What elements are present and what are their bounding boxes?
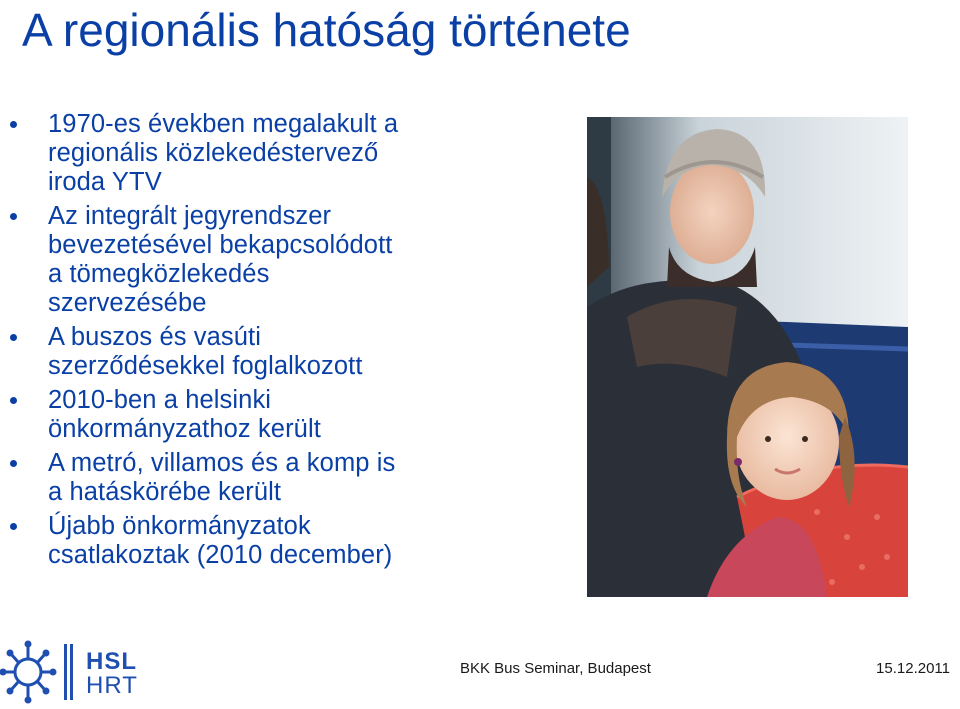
bullet-item (8, 110, 568, 197)
bullet-text: Az integrált jegyrendszer bevezetésével bekapcsolódott a tömegközlekedés szervezésébe (48, 202, 393, 317)
bullet-text: Újabb önkormányzatok csatlakoztak (2010 december) (48, 512, 393, 569)
bullet-item (8, 386, 568, 444)
bullet-item (8, 512, 568, 570)
bullet-dot-icon (10, 397, 17, 404)
photo-illustration (587, 117, 908, 597)
hsl-hrt-logo (0, 636, 160, 704)
bullet-text: A buszos és vasúti szerződésekkel foglalkozott (48, 323, 363, 380)
bullet-dot-icon (10, 121, 17, 128)
bus-passengers-photo (587, 117, 908, 597)
bullet-dot-icon (10, 213, 17, 220)
bullet-text: A metró, villamos és a komp is a hatáskörébe került (48, 449, 396, 506)
footer-date: 15.12.2011 (876, 660, 950, 677)
bullet-dot-icon (10, 334, 17, 341)
bullet-list (8, 110, 568, 575)
bullet-item (8, 449, 568, 507)
bullet-dot-icon (10, 523, 17, 530)
bullet-text: 1970-es években megalakult a regionális közlekedéstervező iroda YTV (48, 110, 399, 196)
bullet-item (8, 202, 568, 318)
sun-network-icon (0, 636, 80, 704)
slide-title: A regionális hatóság története (22, 4, 631, 56)
logo-hsl-text: HSL (86, 648, 137, 675)
footer-event: BKK Bus Seminar, Budapest (460, 660, 651, 677)
logo-hrt-text: HRT (86, 672, 138, 699)
bullet-item (8, 323, 568, 381)
bullet-dot-icon (10, 460, 17, 467)
bullet-text: 2010-ben a helsinki önkormányzathoz került (48, 386, 321, 443)
